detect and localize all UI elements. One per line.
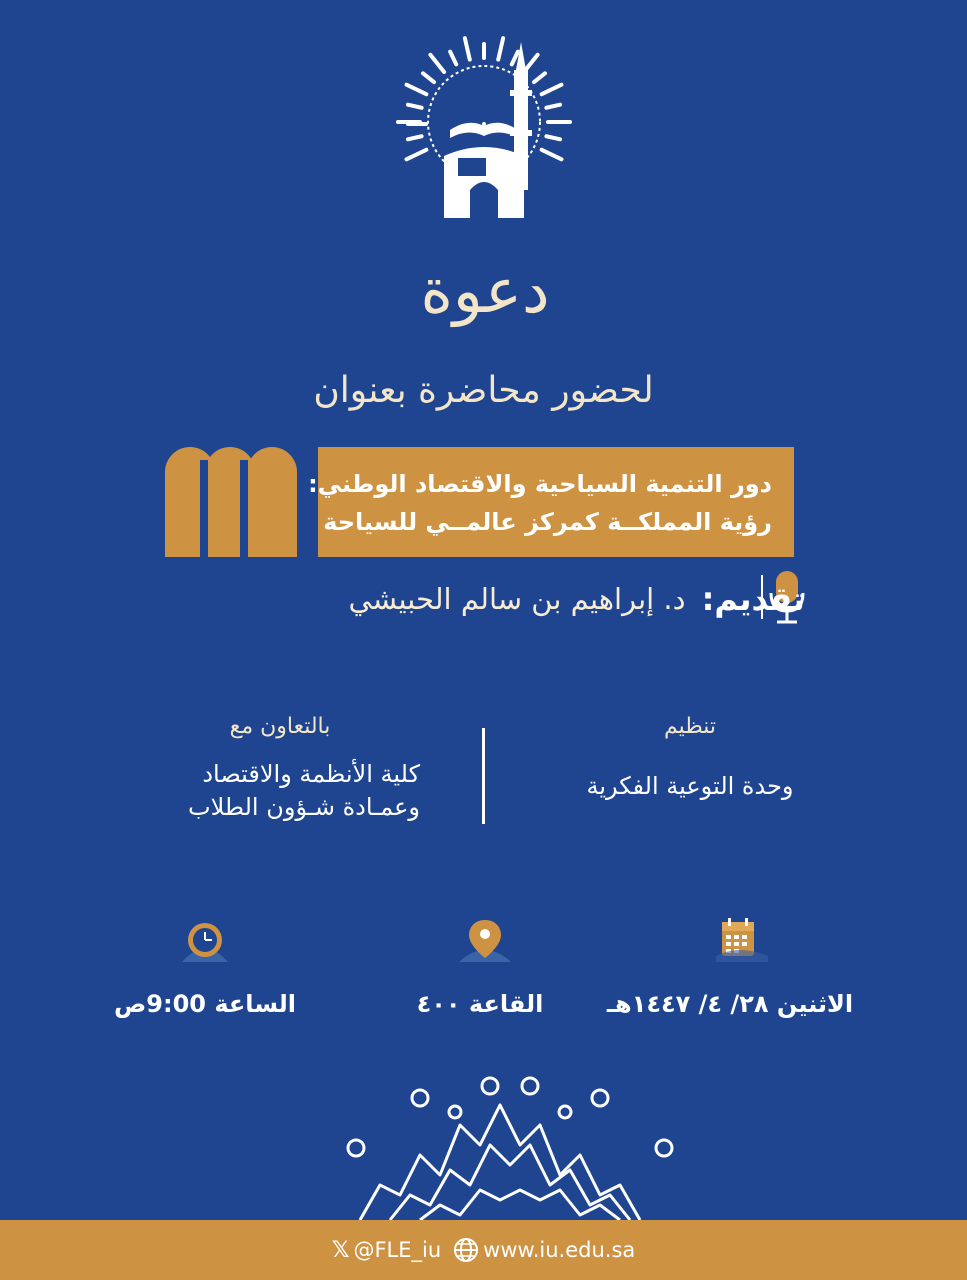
cooperation-line1: كلية الأنظمة والاقتصاد: [202, 760, 420, 788]
logo-ray: [465, 38, 470, 59]
logo-ray: [450, 52, 456, 65]
logo-ray: [408, 136, 422, 139]
logo-ray: [498, 38, 503, 59]
presenter-line: [348, 580, 805, 618]
cooperation-list: [110, 758, 420, 824]
website-url: www.iu.edu.sa: [483, 1238, 636, 1262]
logo-ray: [408, 105, 422, 108]
organizer-name: وحدة التوعية الفكرية: [586, 772, 794, 800]
cooperation-heading: بالتعاون مع: [229, 714, 331, 739]
arch-gap: [240, 460, 248, 557]
logo-ray: [546, 105, 560, 108]
logo-ray: [524, 55, 538, 72]
logo-ray: [407, 85, 427, 95]
logo-ray: [407, 150, 427, 160]
footer-bar: [0, 1220, 967, 1280]
event-date: الاثنين ٢٨/ ٤/ ١٤٤٧هـ: [606, 990, 854, 1018]
globe-icon: [453, 1237, 479, 1263]
arch-gap: [200, 460, 208, 557]
university-logo: [388, 30, 580, 218]
presenter-label: تقديم:: [701, 580, 805, 618]
decorative-pattern: [340, 1070, 680, 1225]
x-logo-icon: 𝕏: [331, 1237, 350, 1263]
organizer-heading: تنظيم: [663, 714, 717, 739]
location-pin-icon: [455, 918, 515, 962]
presenter-name: د. إبراهيم بن سالم الحبيشي: [348, 582, 686, 616]
logo-ray: [542, 85, 562, 95]
website-link[interactable]: [453, 1237, 635, 1263]
lecture-title-line1: دور التنمية السياحية والاقتصاد الوطني:: [308, 470, 772, 498]
twitter-link[interactable]: [332, 1238, 441, 1263]
logo-ray: [430, 55, 444, 72]
invite-calligraphy: [380, 250, 590, 335]
subtitle: لحضور محاضرة بعنوان: [313, 370, 654, 411]
logo-ray: [534, 73, 545, 82]
logo-ray: [423, 73, 434, 82]
lecture-title-box: [308, 447, 794, 557]
calendar-icon: [714, 916, 770, 962]
cooperation-line2: وعمـادة شـؤون الطلاب: [188, 793, 420, 821]
twitter-handle: @FLE_iu: [353, 1238, 442, 1262]
column-divider: [482, 728, 485, 824]
lecture-title-line2: رؤية المملكــة كمركز عالمــي للسياحة: [323, 508, 772, 536]
decorative-arch: [247, 447, 297, 557]
logo-ray: [546, 136, 560, 139]
logo-ray: [512, 52, 518, 65]
clock-icon: [180, 918, 230, 962]
event-time: الساعة 9:00ص: [114, 990, 296, 1018]
svg-text:دعوة: دعوة: [420, 254, 550, 327]
event-room: القاعة ٤٠٠: [416, 990, 544, 1018]
logo-ray: [542, 150, 562, 160]
